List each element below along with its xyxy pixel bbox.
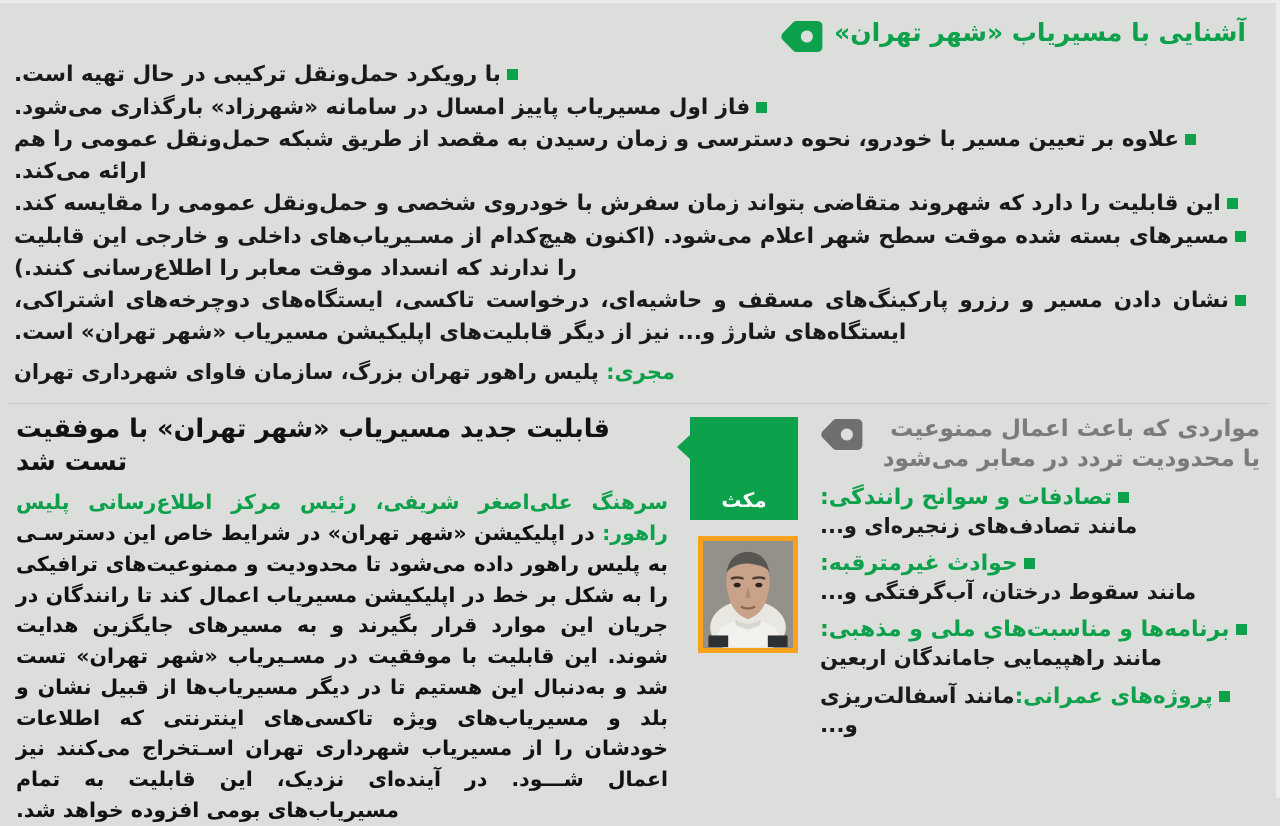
list-item-text: این قابلیت را دارد که شهروند متقاضی بتواند زمان سفرش با خودروی شخصی و حمل‌ونقل عمومی را مقایسه کند. xyxy=(14,191,1221,217)
list-item xyxy=(14,285,1246,348)
media-column xyxy=(678,417,798,653)
list-item xyxy=(14,188,1246,220)
restriction-value: مانند سقوط درختان، آب‌گرفتگی و... xyxy=(820,580,1197,605)
tag-arrow-icon-gray xyxy=(820,418,864,451)
bullet-square-icon xyxy=(1219,691,1230,702)
list-item xyxy=(14,59,1246,91)
article-body-text: در اپلیکیشن «شهر تهران» در شرایط خاص این دسترسـی به پلیس راهور داده می‌شود تا محدودیت و ممنوعیت‌های ترافیکی را به شکل بر خط در اپلیکیشن مسیریاب اعمال کند تا رانندگان در جریان این موارد قرار بگیرند و به مسیرهای جایگزین هدایت شوند. این قابلیت با موفقیت در مسـیریاب «شهر تهران» تست شد و به‌دنبال این هستیم تا در دیگر مسیریاب‌ها از قبیل نشان و بلد و مسیریاب‌های ویژه تاکسی‌های اینترنتی که اطلاعات خودشان را از مسیریاب شهرداری تهران اسـتخراج می‌کنند نیز اعمال شـــود. در آینده‌ای نزدیک، این قابلیت به تمام مسیریاب‌های بومی افزوده خواهد شد. xyxy=(16,521,668,822)
list-item-text: علاوه بر تعیین مسیر با خودرو، نحوه دسترسی و زمان رسیدن به مقصد از طریق شبکه حمل‌ونقل عمومی را هم ارائه می‌کند. xyxy=(14,127,1179,184)
list-item-text: فاز اول مسیریاب پاییز امسال در سامانه «شهرزاد» بارگذاری می‌شود. xyxy=(14,94,751,120)
pause-badge-label: مکث xyxy=(721,488,767,512)
restriction-value: مانند تصادف‌های زنجیره‌ای و... xyxy=(820,514,1138,539)
bullet-square-icon xyxy=(1227,198,1238,209)
executor-label: مجری: xyxy=(606,360,676,385)
restriction-label-text: برنامه‌ها و مناسبت‌های ملی و مذهبی: xyxy=(820,616,1230,642)
bullet-square-icon xyxy=(507,69,518,80)
list-item-text: نشان دادن مسیر و رزرو پارکینگ‌های مسقف و حاشیه‌ای، درخواست تاکسی، ایستگاه‌های دوچرخه‌های اشتراکی، ایستگاه‌های شارژ و... نیز از دیگر قابلیت‌های اپلیکیشن مسیریاب «شهر تهران» است. xyxy=(14,288,1229,345)
restriction-item xyxy=(820,682,1260,740)
bullet-square-icon xyxy=(1185,134,1196,145)
portrait-photo-icon xyxy=(703,541,793,648)
executor-value: پلیس راهور تهران بزرگ، سازمان فاوای شهرداری تهران xyxy=(14,360,599,385)
article-body xyxy=(16,487,668,825)
restriction-label-text: حوادث غیرمترقبه: xyxy=(820,550,1018,576)
bullet-square-icon xyxy=(756,102,767,113)
restriction-label-text: تصادفات و سوانح رانندگی: xyxy=(820,484,1113,510)
executor-line xyxy=(14,358,1246,387)
bullet-square-icon xyxy=(1235,231,1246,242)
badge-notch-icon xyxy=(677,434,691,460)
restriction-label xyxy=(820,550,1260,579)
bullet-square-icon xyxy=(1236,624,1247,635)
top-heading-title: آشنایی با مسیریاب «شهر تهران» xyxy=(834,18,1246,47)
bottom-section xyxy=(0,407,1276,822)
restriction-label xyxy=(820,484,1260,513)
list-item xyxy=(14,92,1246,124)
restriction-label-text: پروژه‌های عمرانی: xyxy=(1014,683,1213,709)
bullet-square-icon xyxy=(1118,492,1129,503)
restriction-label xyxy=(820,616,1260,645)
list-item xyxy=(14,124,1246,187)
restriction-item xyxy=(820,616,1260,673)
list-item-text: با رویکرد حمل‌ونقل ترکیبی در حال تهیه است. xyxy=(14,62,501,87)
bullet-square-icon xyxy=(1235,295,1246,306)
section-divider xyxy=(8,403,1268,404)
tag-arrow-icon xyxy=(780,20,824,53)
article-column xyxy=(16,413,668,826)
top-section xyxy=(0,3,1276,401)
restriction-value: مانند آسفالت‌ریزی و... xyxy=(820,683,1015,738)
bullet-square-icon xyxy=(1024,558,1035,569)
restrictions-heading-row xyxy=(820,415,1260,475)
top-bullet-list xyxy=(14,59,1246,348)
restriction-item xyxy=(820,550,1260,607)
restriction-value: مانند راهپیمایی جاماندگان اربعین xyxy=(820,646,1162,671)
list-item-text: مسیرهای بسته شده موقت سطح شهر اعلام می‌شود. (اکنون هیچ‌کدام از مسـیریاب‌های داخلی و خارجی این قابلیت را ندارند که انسداد موقت معابر را اطلاع‌رسانی کنند.) xyxy=(14,223,1229,281)
restriction-item xyxy=(820,484,1260,541)
avatar xyxy=(698,536,798,653)
page-title: قابلیت جدید مسیریاب «شهر تهران» با موفقیت تست شد xyxy=(16,414,610,478)
list-item xyxy=(14,221,1246,284)
article-lead: سرهنگ علی‌اصغر شریفی، رئیس مرکز اطلاع‌رسانی پلیس راهور: xyxy=(16,490,668,546)
restrictions-heading-title: مواردی که باعث اعمال ممنوعیت یا محدودیت تردد در معابر می‌شود xyxy=(882,416,1260,472)
top-heading-row xyxy=(14,17,1246,53)
restrictions-column xyxy=(820,415,1260,740)
pause-badge xyxy=(690,417,798,520)
